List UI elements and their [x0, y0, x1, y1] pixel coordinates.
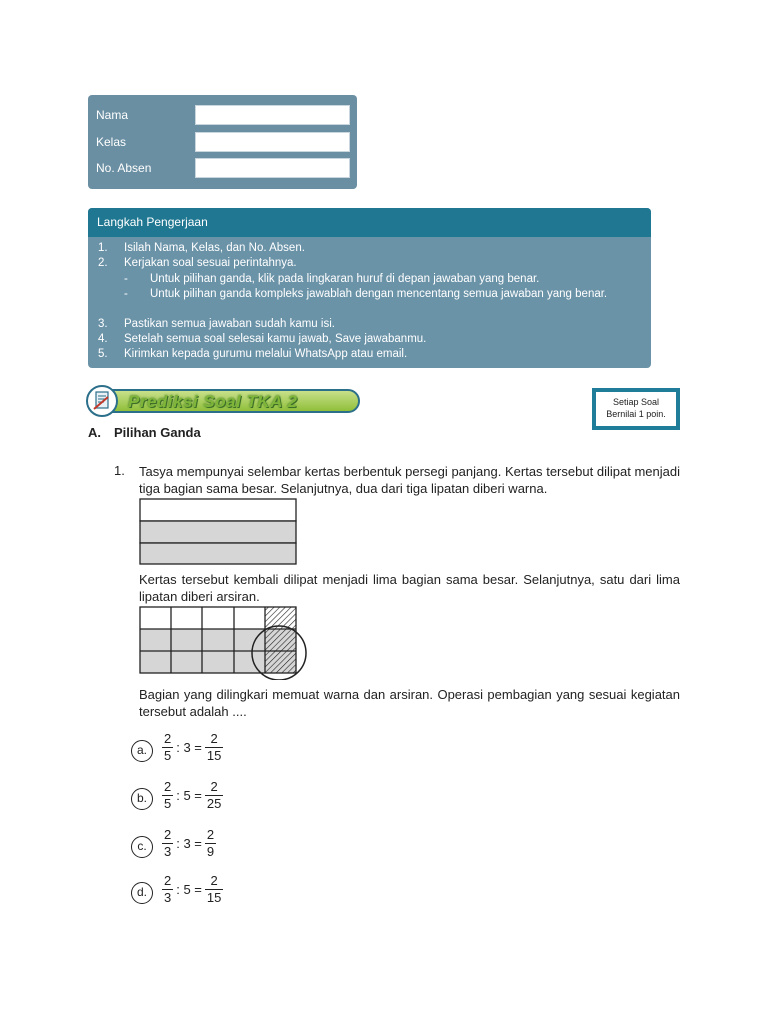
option-expression [161, 731, 224, 764]
name-field[interactable] [195, 105, 350, 125]
section-letter: A. [88, 425, 101, 440]
option-denominator: 15 [206, 890, 222, 905]
option-denominator: 15 [206, 748, 222, 763]
paper-five-fold-figure [139, 606, 311, 680]
step-number: 5. [98, 348, 108, 360]
step-number: 2. [98, 257, 108, 269]
step-text: Isilah Nama, Kelas, dan No. Absen. [124, 242, 305, 254]
step-text: Setelah semua soal selesai kamu jawab, Save jawabanmu. [124, 333, 427, 345]
option-numerator: 2 [164, 827, 172, 842]
option-denominator: 25 [206, 796, 222, 811]
steps-panel [88, 208, 651, 368]
name-row [88, 105, 357, 127]
step-text: Untuk pilihan ganda kompleks jawablah dengan mencentang semua jawaban yang benar. [150, 288, 608, 300]
step-text: Untuk pilihan ganda, klik pada lingkaran huruf di depan jawaban yang benar. [150, 273, 540, 285]
step-number: 1. [98, 242, 108, 254]
option-denominator: 5 [164, 748, 172, 763]
option-letter-circle[interactable]: d. [131, 882, 153, 904]
option-numerator: 2 [205, 779, 223, 796]
option-denominator: 3 [164, 844, 172, 859]
absen-row [88, 158, 357, 180]
step-text: Pastikan semua jawaban sudah kamu isi. [124, 318, 335, 330]
identity-panel [88, 95, 357, 189]
test-sheet-icon [86, 385, 118, 417]
question-number: 1. [114, 463, 125, 478]
option-expression [161, 779, 224, 812]
option-numerator: 2 [164, 873, 172, 888]
badge-title: Prediksi Soal TKA 2 [128, 392, 298, 411]
option-numerator: 2 [205, 731, 223, 748]
option-operator: : 5 = [176, 788, 202, 803]
option-expression [161, 873, 224, 906]
section-title: Pilihan Ganda [114, 425, 201, 440]
option-letter-circle[interactable]: c. [131, 836, 153, 858]
option-d[interactable] [131, 873, 271, 913]
step-text: Kirimkan kepada gurumu melalui WhatsApp atau email. [124, 348, 408, 360]
option-operator: : 5 = [176, 882, 202, 897]
question-text-1: Tasya mempunyai selembar kertas berbentuk persegi panjang. Kertas tersebut dilipat menjadi tiga bagian sama besar. Selanjutnya, dua dari tiga lipatan diberi warna. [139, 464, 680, 496]
option-operator: : 3 = [176, 740, 202, 755]
absen-field[interactable] [195, 158, 350, 178]
step-text: Kerjakan soal sesuai perintahnya. [124, 257, 297, 269]
option-c[interactable] [131, 827, 271, 867]
step-number: 4. [98, 333, 108, 345]
class-row [88, 132, 357, 154]
option-b[interactable] [131, 779, 271, 819]
step-number: 3. [98, 318, 108, 330]
option-numerator: 2 [164, 731, 172, 746]
section-badge [88, 389, 360, 413]
option-numerator: 2 [164, 779, 172, 794]
option-numerator: 2 [205, 873, 223, 890]
steps-title: Langkah Pengerjaan [97, 215, 208, 229]
option-numerator: 2 [206, 827, 215, 842]
option-denominator: 3 [164, 890, 172, 905]
option-letter-circle[interactable]: b. [131, 788, 153, 810]
class-field[interactable] [195, 132, 350, 152]
step-dash: - [124, 288, 128, 300]
option-a[interactable] [131, 731, 271, 771]
option-letter-circle[interactable]: a. [131, 740, 153, 762]
points-line-1: Setiap Soal [612, 397, 660, 407]
points-line-2: Bernilai 1 poin. [606, 409, 666, 419]
option-denominator: 5 [164, 796, 172, 811]
option-denominator: 9 [206, 844, 215, 859]
steps-header [88, 208, 651, 237]
points-note [592, 388, 680, 430]
class-label: Kelas [96, 135, 127, 149]
absen-label: No. Absen [96, 161, 152, 175]
option-operator: : 3 = [176, 836, 202, 851]
question-text-2: Kertas tersebut kembali dilipat menjadi lima bagian sama besar. Selanjutnya, satu dari lima lipatan diberi arsiran. [139, 572, 680, 604]
step-dash: - [124, 273, 128, 285]
option-expression [161, 827, 217, 860]
question-text-3: Bagian yang dilingkari memuat warna dan arsiran. Operasi pembagian yang sesuai kegiatan tersebut adalah .... [139, 687, 680, 719]
name-label: Nama [96, 108, 129, 122]
paper-three-fold-figure [139, 498, 299, 566]
